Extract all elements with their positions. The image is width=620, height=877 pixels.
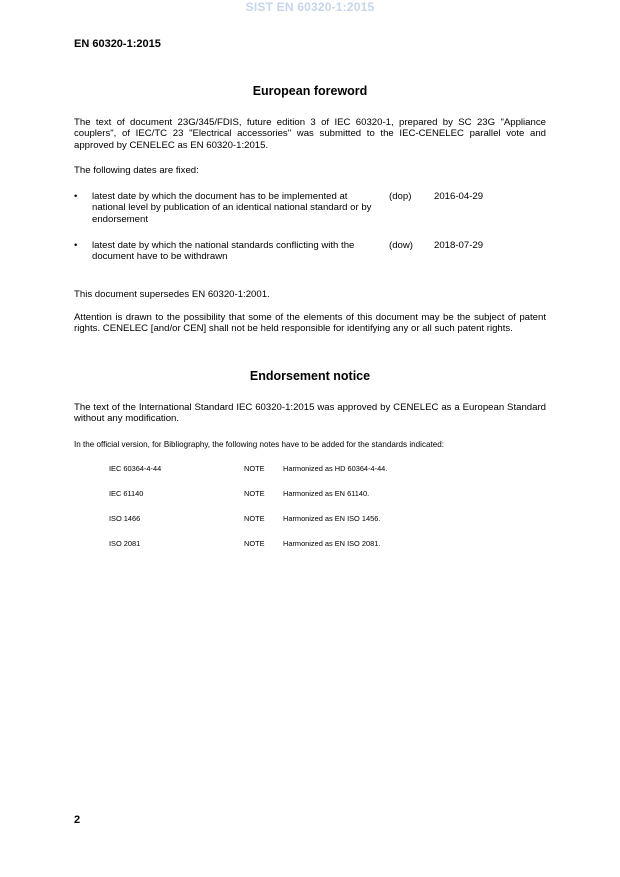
watermark: SIST EN 60320-1:2015 bbox=[245, 0, 375, 14]
foreword-heading: European foreword bbox=[252, 84, 368, 98]
date-item-dop-text: latest date by which the document has to be implemented at national level by publication of an identical national standard or by endorsement bbox=[92, 191, 372, 225]
note-label: NOTE bbox=[244, 514, 265, 523]
standard-id-header: EN 60320-1:2015 bbox=[74, 38, 161, 50]
date-item-dop-date: 2016-04-29 bbox=[434, 191, 484, 202]
note-text: Harmonized as EN ISO 1456. bbox=[283, 514, 381, 523]
note-standard: ISO 1466 bbox=[109, 514, 141, 523]
date-item-dop-code: (dop) bbox=[389, 191, 412, 202]
date-item-dow-text: latest date by which the national standards conflicting with the document have to be withdrawn bbox=[92, 240, 355, 263]
note-text: Harmonized as HD 60364-4-44. bbox=[283, 464, 388, 473]
note-text: Harmonized as EN 61140. bbox=[283, 489, 370, 498]
note-standard: IEC 61140 bbox=[109, 489, 144, 498]
endorsement-heading: Endorsement notice bbox=[249, 369, 371, 383]
note-label: NOTE bbox=[244, 464, 265, 473]
bullet-dot: • bbox=[74, 240, 78, 251]
note-text: Harmonized as EN ISO 2081. bbox=[283, 539, 381, 548]
supersedes-paragraph: This document supersedes EN 60320-1:2001. bbox=[74, 289, 270, 300]
dates-intro: The following dates are fixed: bbox=[74, 165, 199, 176]
note-label: NOTE bbox=[244, 539, 265, 548]
attention-paragraph: Attention is drawn to the possibility that some of the elements of this document may be the subject of patent rights. CENELEC [and/or CEN] shall not be held responsible for identifying any or all such patent rights. bbox=[74, 312, 546, 335]
bibliography-intro: In the official version, for Bibliography, the following notes have to be added for the standards indicated: bbox=[74, 440, 444, 449]
date-item-dow-code: (dow) bbox=[389, 240, 413, 251]
endorsement-paragraph: The text of the International Standard IEC 60320-1:2015 was approved by CENELEC as a European Standard without any modification. bbox=[74, 402, 546, 425]
bullet-dot: • bbox=[74, 191, 78, 202]
date-item-dow-date: 2018-07-29 bbox=[434, 240, 484, 251]
page-number: 2 bbox=[74, 814, 81, 826]
note-label: NOTE bbox=[244, 489, 265, 498]
note-standard: ISO 2081 bbox=[109, 539, 141, 548]
foreword-intro-paragraph: The text of document 23G/345/FDIS, future edition 3 of IEC 60320-1, prepared by SC 23G "Appliance couplers", of IEC/TC 23 "Electrical accessories" was submitted to the IEC-CENELEC parallel vote and approved by CENELEC as EN 60320-1:2015. bbox=[74, 117, 546, 151]
note-standard: IEC 60364-4-44 bbox=[109, 464, 162, 473]
